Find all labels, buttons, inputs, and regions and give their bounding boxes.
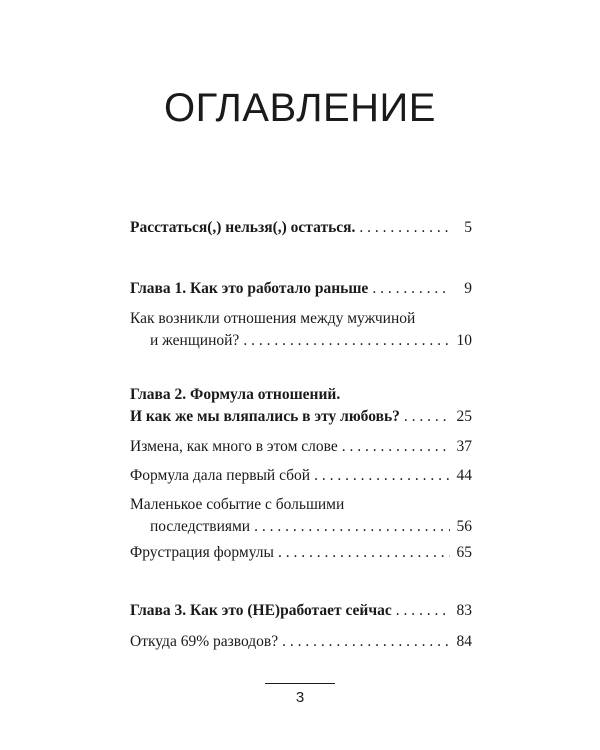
toc-entry-small-event[interactable]	[130, 494, 472, 538]
page-number: 3	[295, 689, 305, 706]
toc-entry-title: Глава 3. Как это (НЕ)работает сейчас	[130, 602, 392, 619]
toc-page-number: 84	[456, 633, 472, 650]
toc-page-number: 25	[456, 408, 472, 425]
toc-entry-title: Фрустрация формулы	[130, 544, 274, 561]
toc-entry-title-line-2: И как же мы вляпались в эту любовь?	[130, 408, 400, 425]
page-title: ОГЛАВЛЕНИЕ	[164, 86, 436, 130]
dot-leader	[342, 436, 450, 458]
toc-entry-chapter-1[interactable]	[130, 278, 472, 300]
dot-leader	[396, 600, 450, 622]
toc-entry-title: Откуда 69% разводов?	[130, 633, 279, 650]
toc-entry-intro[interactable]	[130, 217, 472, 239]
toc-entry-title: Измена, как много в этом слове	[130, 438, 338, 455]
toc-entry-title-line-2: последствиями	[150, 518, 251, 535]
dot-leader	[314, 465, 450, 487]
toc-entry-title-line-1: Маленькое событие с большими	[130, 496, 345, 513]
dot-leader	[359, 217, 450, 239]
page-number-rule	[265, 683, 335, 684]
toc-page-number: 83	[456, 602, 472, 619]
dot-leader	[278, 542, 450, 564]
toc-page-number: 44	[456, 467, 472, 484]
dot-leader	[254, 516, 450, 538]
toc-page-number: 65	[456, 544, 472, 561]
toc-page-number: 9	[464, 280, 472, 297]
toc-page-number: 37	[456, 438, 472, 455]
toc-entry-title-line-1: Как возникли отношения между мужчиной	[130, 310, 416, 327]
toc-entry-chapter-2[interactable]	[130, 384, 472, 428]
toc-page-number: 10	[456, 332, 472, 349]
toc-page-number: 56	[456, 518, 472, 535]
toc-entry-relationships-origin[interactable]	[130, 308, 472, 352]
dot-leader	[282, 631, 450, 653]
toc-entry-frustration[interactable]	[130, 542, 472, 564]
toc-entry-divorces[interactable]	[130, 631, 472, 653]
toc-page-number: 5	[464, 219, 472, 236]
dot-leader	[372, 278, 450, 300]
toc-entry-title-line-1: Глава 2. Формула отношений.	[130, 386, 341, 403]
dot-leader	[404, 406, 450, 428]
toc-entry-title-line-2: и женщиной?	[150, 332, 240, 349]
dot-leader	[243, 330, 450, 352]
toc-entry-formula-failure[interactable]	[130, 465, 472, 487]
toc-entry-chapter-3[interactable]	[130, 600, 472, 622]
toc-entry-title: Глава 1. Как это работало раньше	[130, 280, 369, 297]
toc-entry-title: Формула дала первый сбой	[130, 467, 311, 484]
toc-entry-infidelity[interactable]	[130, 436, 472, 458]
toc-entry-title: Расстаться(,) нельзя(,) остаться.	[130, 219, 356, 236]
